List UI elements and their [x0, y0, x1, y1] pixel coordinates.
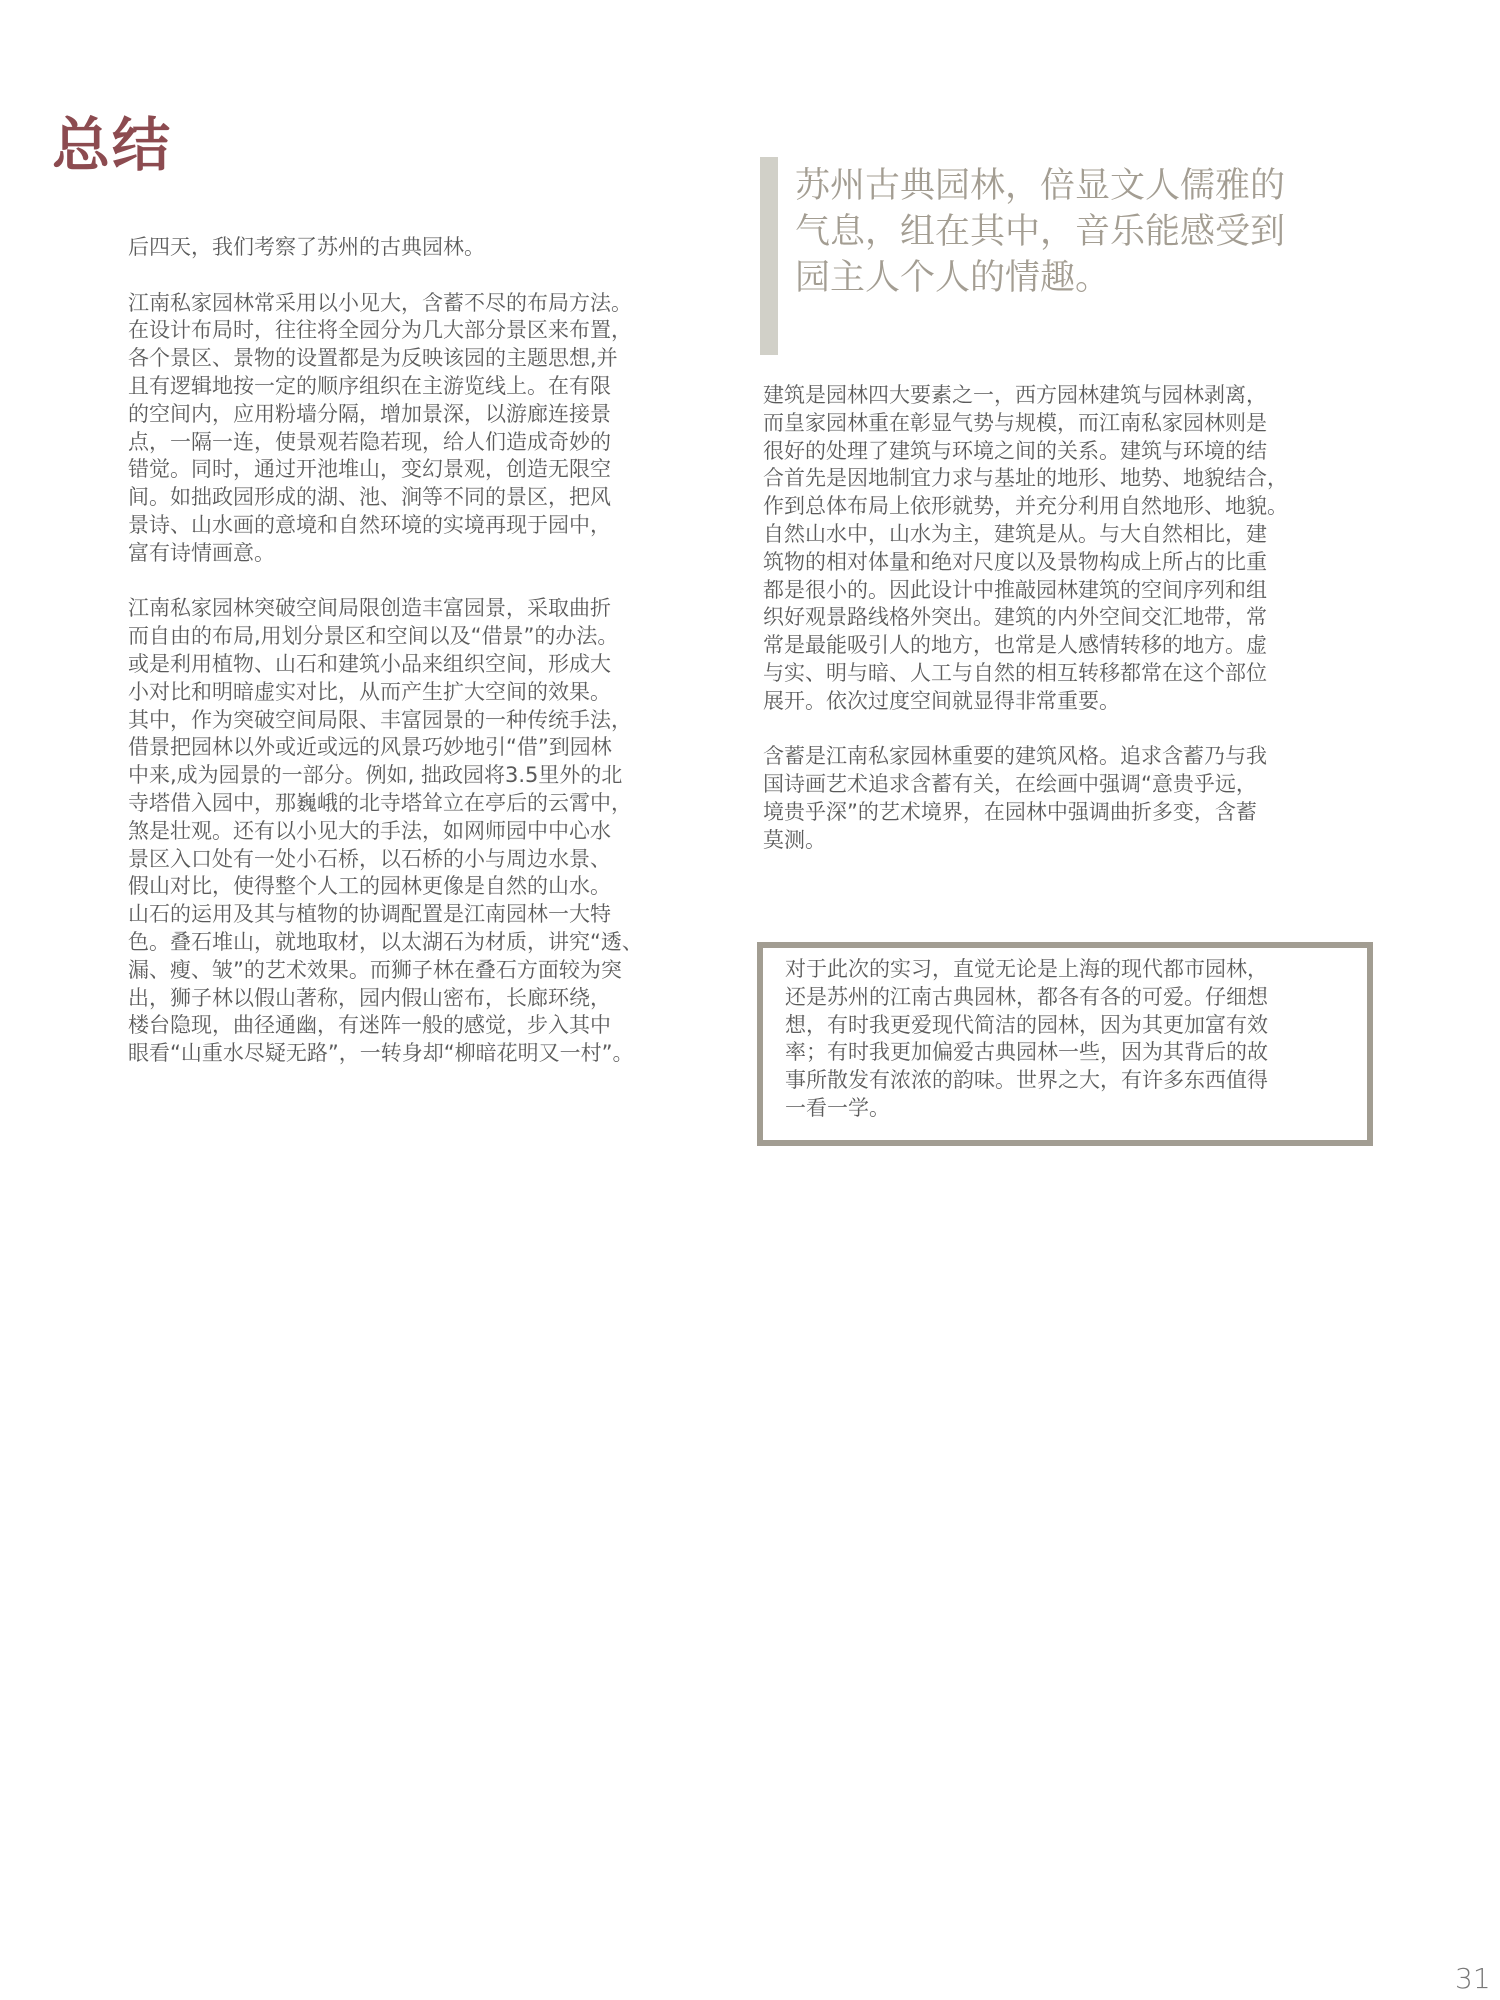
left-column: [128, 234, 643, 1096]
page-number: 31: [1455, 1962, 1491, 1995]
text-line: 一看一学。: [785, 1095, 890, 1120]
text-line: 境贵乎深”的艺术境界，在园林中强调曲折多变，含蓄: [763, 799, 1257, 824]
text-line: 景区入口处有一处小石桥，以石桥的小与周边水景、: [128, 846, 611, 871]
text-line: 且有逻辑地按一定的顺序组织在主游览线上。在有限: [128, 373, 611, 398]
text-line: 都是很小的。因此设计中推敲园林建筑的空间序列和组: [763, 577, 1267, 602]
text-line: 煞是壮观。还有以小见大的手法，如网师园中中心水: [128, 818, 611, 843]
paragraph: [128, 595, 643, 1068]
text-line: 借景把园林以外或近或远的风景巧妙地引“借”到园林: [128, 735, 612, 760]
quote-bar: [760, 157, 778, 355]
text-line: 错觉。同时，通过开池堆山，变幻景观，创造无限空: [128, 457, 611, 482]
text-line: 的空间内，应用粉墙分隔，增加景深，以游廊连接景: [128, 401, 611, 426]
paragraph: [763, 743, 1288, 854]
text-line: 自然山水中，山水为主，建筑是从。与大自然相比，建: [763, 521, 1267, 546]
text-line: 想，有时我更爱现代简洁的园林，因为其更加富有效: [785, 1012, 1268, 1037]
text-line: 小对比和明暗虚实对比，从而产生扩大空间的效果。: [128, 679, 611, 704]
text-line: 色。叠石堆山，就地取材，以太湖石为材质，讲究“透、: [128, 929, 643, 954]
text-line: 后四天，我们考察了苏州的古典园林。: [128, 235, 485, 259]
paragraph: [128, 290, 643, 568]
text-line: 各个景区、景物的设置都是为反映该园的主题思想,并: [128, 346, 618, 371]
text-line: 气息，组在其中，音乐能感受到: [795, 212, 1286, 252]
text-line: 中来,成为园景的一部分。例如, 拙政园将3.5里外的北: [128, 763, 623, 788]
text-line: 假山对比，使得整个人工的园林更像是自然的山水。: [128, 874, 611, 899]
text-line: 漏、瘦、皱”的艺术效果。而狮子林在叠石方面较为突: [128, 957, 622, 982]
text-line: 展开。依次过度空间就显得非常重要。: [763, 688, 1120, 713]
text-line: 而皇家园林重在彰显气势与规模，而江南私家园林则是: [763, 410, 1267, 435]
conclusion-text: [785, 956, 1268, 1123]
text-line: 含蓄是江南私家园林重要的建筑风格。追求含蓄乃与我: [763, 744, 1267, 769]
text-line: 很好的处理了建筑与环境之间的关系。建筑与环境的结: [763, 438, 1267, 463]
text-line: 织好观景路线格外突出。建筑的内外空间交汇地带，常: [763, 605, 1267, 630]
text-line: 合首先是因地制宜力求与基址的地形、地势、地貌结合，: [763, 466, 1288, 491]
quote-text: [795, 163, 1285, 301]
text-line: 率；有时我更加偏爱古典园林一些，因为其背后的故: [785, 1040, 1268, 1065]
text-line: 江南私家园林突破空间局限创造丰富园景，采取曲折: [128, 596, 611, 621]
text-line: 楼台隐现，曲径通幽，有迷阵一般的感觉，步入其中: [128, 1013, 611, 1038]
text-line: 常是最能吸引人的地方，也常是人感情转移的地方。虚: [763, 633, 1267, 658]
page-title: 总结: [52, 111, 173, 179]
text-line: 园主人个人的情趣。: [795, 258, 1111, 298]
text-line: 还是苏州的江南古典园林，都各有各的可爱。仔细想: [785, 984, 1268, 1009]
text-line: 其中，作为突破空间局限、丰富园景的一种传统手法，: [128, 707, 632, 732]
text-line: 间。如拙政园形成的湖、池、涧等不同的景区，把风: [128, 485, 611, 510]
pull-quote: [760, 157, 1360, 355]
text-line: 或是利用植物、山石和建筑小品来组织空间，形成大: [128, 651, 611, 676]
text-line: 富有诗情画意。: [128, 540, 275, 565]
text-line: 国诗画艺术追求含蓄有关，在绘画中强调“意贵乎远，: [763, 772, 1257, 797]
text-line: 苏州古典园林，倍显文人儒雅的: [795, 166, 1286, 206]
text-line: 建筑是园林四大要素之一，西方园林建筑与园林剥离，: [763, 383, 1267, 407]
text-line: 山石的运用及其与植物的协调配置是江南园林一大特: [128, 902, 611, 927]
text-line: 在设计布局时，往往将全园分为几大部分景区来布置，: [128, 318, 632, 343]
text-line: 出，狮子林以假山著称，园内假山密布，长廊环绕，: [128, 985, 611, 1010]
text-line: 点，一隔一连，使景观若隐若现，给人们造成奇妙的: [128, 429, 611, 454]
conclusion-box: [757, 942, 1373, 1146]
right-column: [763, 382, 1288, 882]
text-line: 莫测。: [763, 827, 826, 852]
text-line: 景诗、山水画的意境和自然环境的实境再现于园中，: [128, 512, 611, 537]
text-line: 事所散发有浓浓的韵味。世界之大，有许多东西值得: [785, 1068, 1268, 1093]
text-line: 眼看“山重水尽疑无路”，一转身却“柳暗花明又一村”。: [128, 1041, 634, 1066]
text-line: 江南私家园林常采用以小见大，含蓄不尽的布局方法。: [128, 290, 632, 315]
text-line: 筑物的相对体量和绝对尺度以及景物构成上所占的比重: [763, 549, 1267, 574]
paragraph: [763, 382, 1288, 716]
paragraph: [128, 234, 643, 262]
text-line: 寺塔借入园中，那巍峨的北寺塔耸立在亭后的云霄中，: [128, 790, 632, 815]
text-line: 而自由的布局,用划分景区和空间以及“借景”的办法。: [128, 624, 619, 649]
text-line: 与实、明与暗、人工与自然的相互转移都常在这个部位: [763, 660, 1267, 685]
text-line: 对于此次的实习，直觉无论是上海的现代都市园林，: [785, 957, 1268, 981]
text-line: 作到总体布局上依形就势，并充分利用自然地形、地貌。: [763, 494, 1288, 519]
